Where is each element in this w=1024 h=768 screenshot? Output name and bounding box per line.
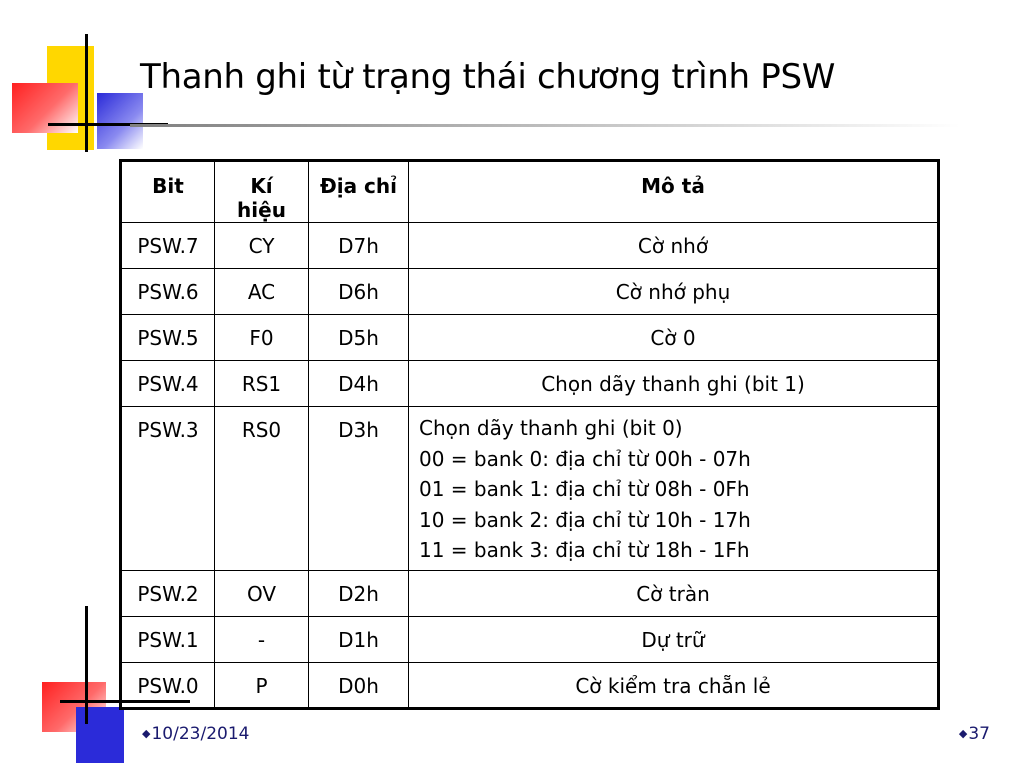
footer-page-number: [959, 724, 990, 744]
cell-symbol: OV: [215, 571, 309, 617]
cell-symbol: F0: [215, 315, 309, 361]
description-line: Chọn dãy thanh ghi (bit 0): [419, 416, 683, 440]
footer-page-text: 37: [968, 724, 990, 744]
decorative-blue-square: [97, 93, 143, 149]
column-header-bit: Bit: [121, 161, 215, 223]
cell-bit: PSW.7: [121, 223, 215, 269]
diamond-bullet-icon: ◆: [958, 727, 968, 740]
cell-symbol: P: [215, 663, 309, 709]
cell-address: D4h: [309, 361, 409, 407]
psw-register-table: [119, 159, 940, 710]
footer-date-text: 10/23/2014: [151, 724, 250, 744]
title-underline-rule: [130, 124, 960, 127]
cell-address: D0h: [309, 663, 409, 709]
description-line: 01 = bank 1: địa chỉ từ 08h - 0Fh: [419, 477, 750, 501]
cell-symbol: AC: [215, 269, 309, 315]
cell-address: D2h: [309, 571, 409, 617]
cell-description-multiline: [409, 407, 939, 571]
cell-address: D3h: [309, 407, 409, 571]
diamond-bullet-icon: ◆: [142, 727, 151, 740]
cell-description: Dự trữ: [409, 617, 939, 663]
cell-address: D1h: [309, 617, 409, 663]
column-header-address: Địa chỉ: [309, 161, 409, 223]
decorative-vertical-line: [85, 34, 88, 152]
cell-description: Chọn dãy thanh ghi (bit 1): [409, 361, 939, 407]
table-header-row: [121, 161, 939, 223]
cell-bit: PSW.6: [121, 269, 215, 315]
cell-bit: PSW.5: [121, 315, 215, 361]
decorative-vertical-line-bottom: [85, 606, 88, 724]
table-row: [121, 315, 939, 361]
description-line: 11 = bank 3: địa chỉ từ 18h - 1Fh: [419, 538, 750, 562]
cell-bit: PSW.1: [121, 617, 215, 663]
table-row: [121, 223, 939, 269]
slide-title: Thanh ghi từ trạng thái chương trình PSW: [140, 57, 836, 97]
decorative-blue-square-bottom: [76, 707, 124, 763]
cell-description: Cờ nhớ phụ: [409, 269, 939, 315]
cell-address: D5h: [309, 315, 409, 361]
cell-bit: PSW.0: [121, 663, 215, 709]
column-header-symbol: Kí hiệu: [215, 161, 309, 223]
cell-bit: PSW.3: [121, 407, 215, 571]
footer-date: [142, 724, 249, 744]
cell-symbol: -: [215, 617, 309, 663]
description-line: 00 = bank 0: địa chỉ từ 00h - 07h: [419, 446, 751, 471]
cell-description: Cờ nhớ: [409, 223, 939, 269]
description-line: 10 = bank 2: địa chỉ từ 10h - 17h: [419, 507, 751, 532]
table-row: [121, 269, 939, 315]
cell-description: Cờ kiểm tra chẵn lẻ: [409, 663, 939, 709]
cell-address: D7h: [309, 223, 409, 269]
cell-symbol: RS1: [215, 361, 309, 407]
table-row: [121, 617, 939, 663]
cell-bit: PSW.4: [121, 361, 215, 407]
table-row: [121, 361, 939, 407]
cell-description: Cờ tràn: [409, 571, 939, 617]
table-row: [121, 663, 939, 709]
cell-bit: PSW.2: [121, 571, 215, 617]
cell-address: D6h: [309, 269, 409, 315]
cell-description: Cờ 0: [409, 315, 939, 361]
column-header-description: Mô tả: [409, 161, 939, 223]
table-row: [121, 407, 939, 571]
table-row: [121, 571, 939, 617]
cell-symbol: RS0: [215, 407, 309, 571]
cell-symbol: CY: [215, 223, 309, 269]
